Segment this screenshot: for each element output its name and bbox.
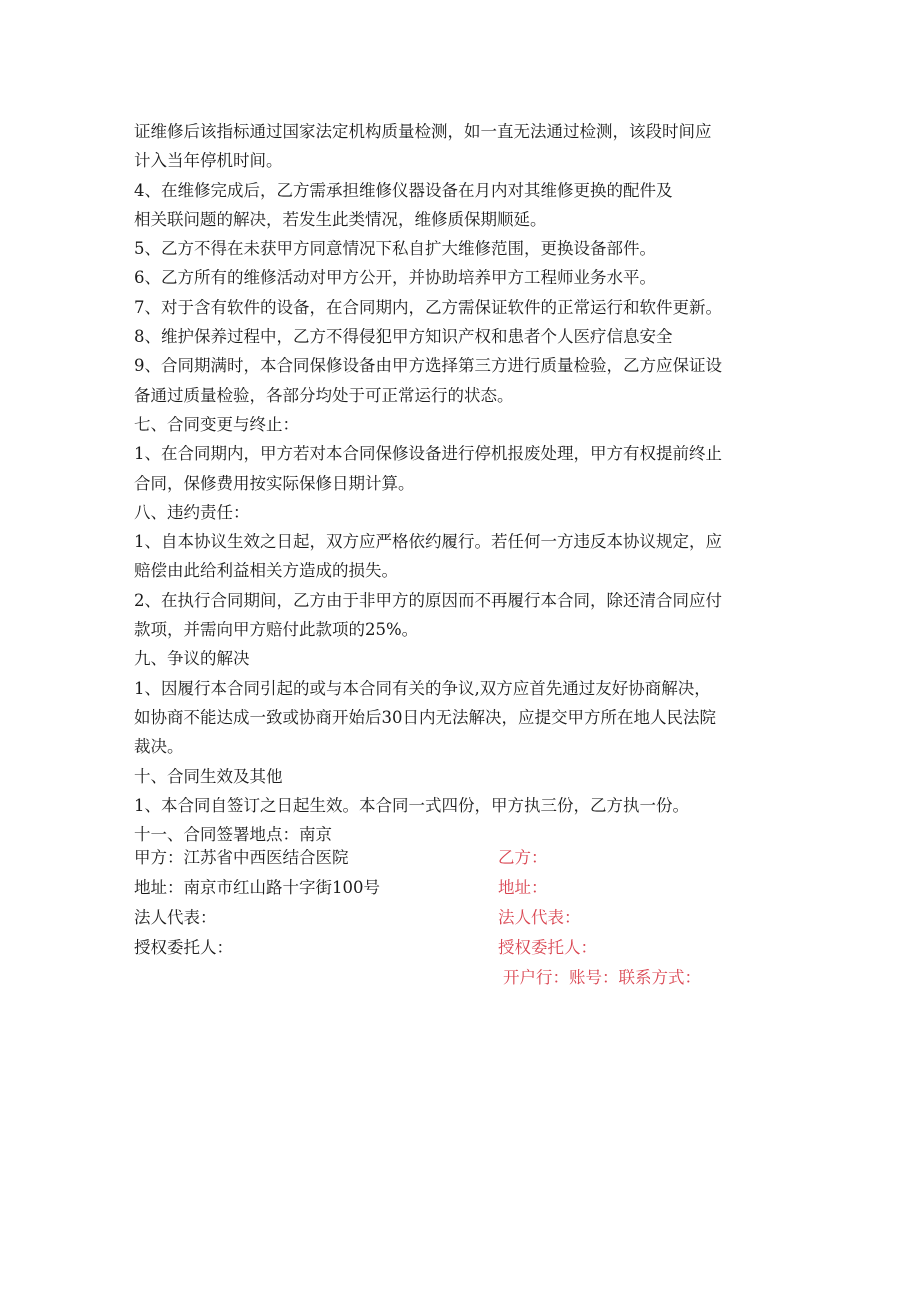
body-line: 裁决。 — [134, 737, 184, 757]
body-line: 5、乙方不得在未获甲方同意情况下私自扩大维修范围，更换设备部件。 — [134, 239, 656, 259]
section-heading: 七、合同变更与终止： — [134, 414, 299, 434]
body-line: 备通过质量检验，各部分均处于可正常运行的状态。 — [134, 385, 514, 405]
body-line: 相关联问题的解决，若发生此类情况，维修质保期顺延。 — [134, 209, 547, 229]
signature-row-legal-rep — [134, 903, 794, 933]
party-a-address: 地址：南京市红山路十字街100号 — [134, 878, 380, 897]
party-b-bank-info: 开户行：账号：联系方式： — [503, 968, 701, 987]
party-a-label: 甲方：江苏省中西医结合医院 — [134, 848, 349, 867]
body-line: 4、在维修完成后，乙方需承担维修仪器设备在月内对其维修更换的配件及 — [134, 180, 673, 200]
section-heading: 十一、合同签署地点：南京 — [134, 825, 332, 845]
body-line: 1、在合同期内，甲方若对本合同保修设备进行停机报废处理，甲方有权提前终止 — [134, 444, 722, 464]
signature-row-bank — [134, 963, 794, 993]
body-line: 赔偿由此给利益相关方造成的损失。 — [134, 561, 398, 581]
body-line: 2、在执行合同期间，乙方由于非甲方的原因而不再履行本合同，除还清合同应付 — [134, 590, 722, 610]
signature-row-address — [134, 873, 794, 903]
party-b-address: 地址： — [498, 878, 548, 897]
section-heading: 十、合同生效及其他 — [134, 766, 283, 786]
signature-row-party — [134, 843, 794, 873]
body-line: 7、对于含有软件的设备，在合同期内，乙方需保证软件的正常运行和软件更新。 — [134, 297, 722, 317]
signature-row-authorized — [134, 933, 794, 963]
body-line: 如协商不能达成一致或协商开始后30日内无法解决，应提交甲方所在地人民法院 — [134, 707, 716, 727]
section-heading: 八、违约责任： — [134, 502, 250, 522]
party-b-legal-rep: 法人代表： — [498, 908, 581, 927]
body-line: 1、自本协议生效之日起，双方应严格依约履行。若任何一方违反本协议规定，应 — [134, 532, 722, 552]
party-a-legal-rep: 法人代表： — [134, 908, 217, 927]
party-b-label: 乙方： — [498, 848, 548, 867]
body-line: 9、合同期满时，本合同保修设备由甲方选择第三方进行质量检验，乙方应保证设 — [134, 356, 722, 376]
body-line: 1、本合同自签订之日起生效。本合同一式四份，甲方执三份，乙方执一份。 — [134, 795, 689, 815]
body-line: 1、因履行本合同引起的或与本合同有关的争议,双方应首先通过友好协商解决， — [134, 678, 711, 698]
body-line: 计入当年停机时间。 — [134, 151, 283, 171]
body-line: 6、乙方所有的维修活动对甲方公开，并协助培养甲方工程师业务水平。 — [134, 268, 656, 288]
contract-body — [134, 117, 794, 849]
body-line: 款项，并需向甲方赔付此款项的25%。 — [134, 620, 419, 640]
section-heading: 九、争议的解决 — [134, 649, 250, 669]
body-line: 8、维护保养过程中，乙方不得侵犯甲方知识产权和患者个人医疗信息安全 — [134, 327, 673, 347]
party-a-authorized: 授权委托人： — [134, 938, 233, 957]
signature-block — [134, 843, 794, 993]
body-line: 合同，保修费用按实际保修日期计算。 — [134, 473, 415, 493]
body-line: 证维修后该指标通过国家法定机构质量检测，如一直无法通过检测，该段时间应 — [134, 122, 712, 141]
party-b-authorized: 授权委托人： — [498, 938, 597, 957]
